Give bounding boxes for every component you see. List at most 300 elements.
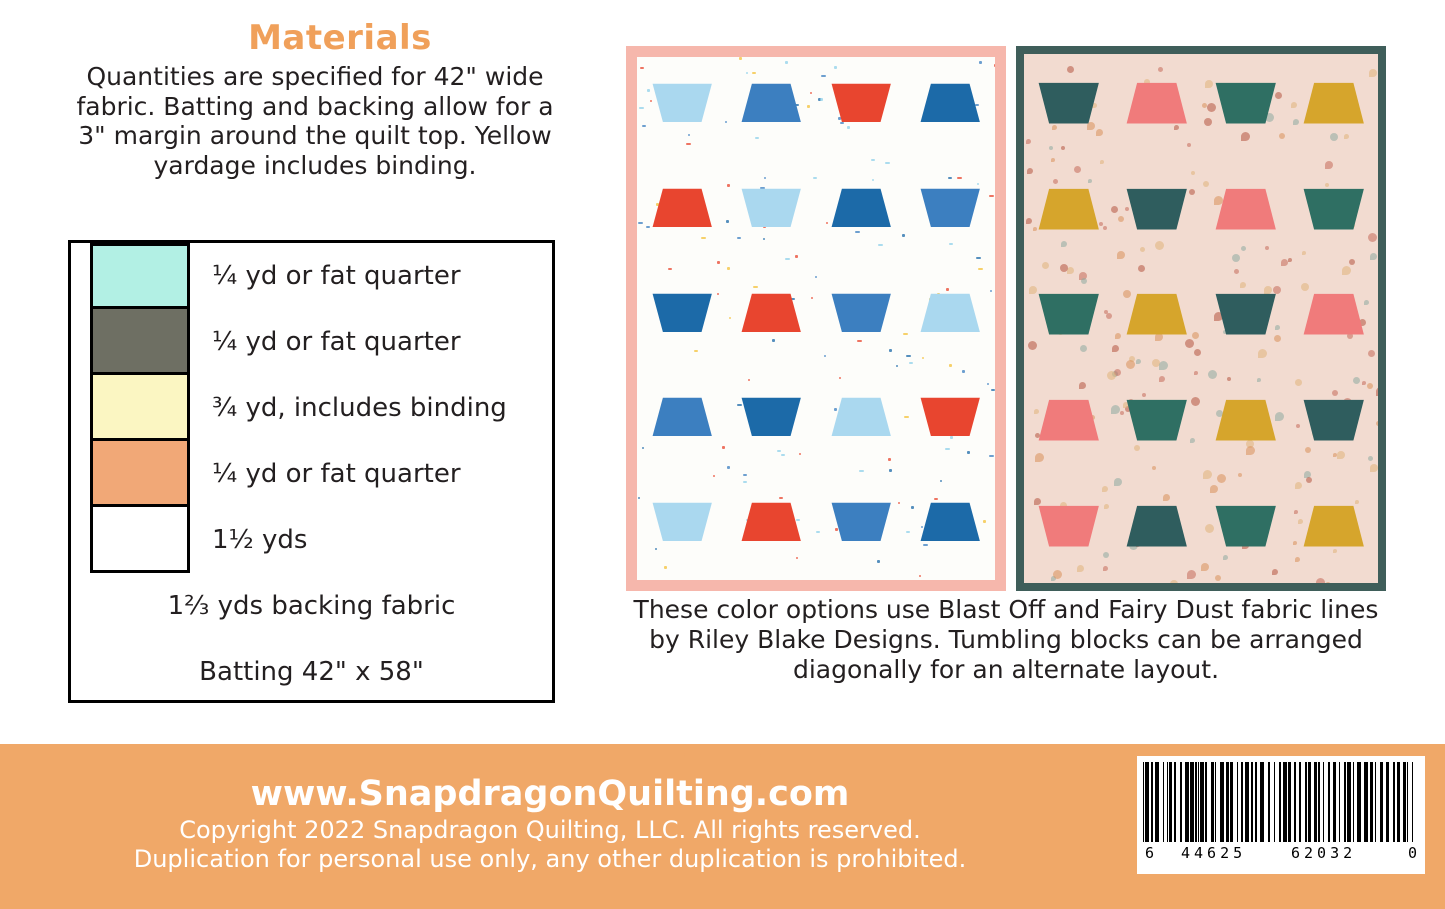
quilt-block: [1036, 293, 1101, 335]
fabric-motif: [1316, 578, 1325, 587]
fabric-motif: [1288, 258, 1292, 262]
quilt-preview-blast-off: [626, 46, 1006, 591]
fabric-motif: [1238, 473, 1242, 477]
fabric-motif: [1026, 139, 1031, 144]
fabric-speckle: [847, 126, 850, 129]
fabric-motif: [1234, 269, 1239, 274]
barcode-bar: [1375, 762, 1376, 842]
fabric-motif: [1378, 329, 1383, 334]
fabric-speckle: [729, 317, 731, 319]
barcode-bar: [1308, 762, 1311, 842]
fabric-motif: [1053, 570, 1062, 579]
fabric-speckle: [948, 177, 952, 179]
barcode-bar: [1255, 762, 1257, 842]
barcode: [1137, 756, 1425, 874]
fabric-motif: [1306, 477, 1312, 483]
fabric-speckle: [898, 502, 900, 504]
quilt-block: [918, 188, 982, 228]
quilt-block: [829, 293, 893, 333]
fabric-speckle: [779, 497, 783, 499]
fabric-motif: [1295, 557, 1300, 562]
barcode-bar: [1314, 762, 1317, 842]
fabric-motif: [1061, 146, 1065, 150]
barcode-bars: [1143, 762, 1419, 842]
fabric-motif: [1080, 345, 1087, 352]
fabric-speckle: [889, 349, 892, 352]
fabric-speckle: [686, 143, 691, 145]
fabric-motif: [1096, 129, 1103, 136]
barcode-bar: [1226, 762, 1229, 842]
barcode-bar: [1211, 762, 1214, 842]
legend-label: 1⅔ yds backing fabric: [167, 591, 456, 621]
fabric-speckle: [668, 268, 672, 270]
quilt-block: [739, 188, 803, 228]
barcode-bar: [1195, 762, 1197, 842]
fabric-speckle: [978, 268, 983, 270]
fabric-speckle: [923, 544, 928, 546]
legend-label: ¼ yd or fat quarter: [212, 261, 461, 291]
fabric-motif: [1203, 181, 1209, 187]
fabric-speckle: [642, 125, 646, 127]
fabric-speckle: [994, 64, 997, 67]
quilt-block: [1301, 82, 1366, 124]
quilt-block: [1213, 399, 1278, 441]
fabric-motif: [1272, 569, 1278, 575]
fabric-motif: [1257, 378, 1261, 382]
fabric-motif: [1106, 313, 1112, 319]
fabric-speckle: [990, 290, 992, 292]
quilt-block: [829, 397, 893, 437]
fabric-speckle: [810, 92, 812, 94]
fabric-motif: [1067, 66, 1074, 73]
quilt-block: [1036, 82, 1101, 124]
fabric-motif: [1227, 377, 1231, 381]
barcode-bar: [1305, 762, 1307, 842]
fabric-speckle: [859, 470, 864, 472]
barcode-bar: [1245, 762, 1249, 842]
barcode-bar: [1151, 762, 1153, 842]
quilt-block: [1301, 188, 1366, 230]
fabric-speckle: [987, 383, 989, 385]
legend-row: [71, 375, 552, 441]
barcode-bar: [1205, 762, 1207, 842]
quilt-block: [1301, 399, 1366, 441]
fabric-motif: [1067, 267, 1074, 274]
fabric-motif: [1217, 474, 1226, 483]
barcode-bar: [1163, 762, 1164, 842]
barcode-bar: [1407, 762, 1408, 842]
fabric-motif: [1118, 216, 1124, 222]
legend-label: 1½ yds: [212, 525, 308, 555]
barcode-bar: [1364, 762, 1368, 842]
fabric-motif: [1274, 335, 1281, 342]
fabric-motif: [1305, 447, 1311, 453]
fabric-motif: [1103, 566, 1108, 571]
fabric-motif: [1355, 500, 1359, 504]
fabric-motif: [1136, 359, 1141, 364]
fabric-speckle: [722, 446, 725, 449]
barcode-bar: [1174, 762, 1176, 842]
fabric-motif: [1027, 168, 1033, 174]
fabric-speckle: [989, 455, 994, 457]
quilt-block: [829, 83, 893, 123]
fabric-speckle: [885, 162, 890, 164]
barcode-bar: [1169, 762, 1172, 842]
barcode-bar: [1200, 762, 1204, 842]
fabric-motif: [1210, 485, 1218, 493]
fabric-speckle: [821, 75, 826, 77]
fabric-motif: [1295, 379, 1302, 386]
fabric-swatch: [90, 441, 190, 507]
fabric-motif: [1103, 552, 1109, 558]
fabric-motif: [1281, 259, 1288, 266]
fabric-speckle: [781, 454, 785, 456]
fabric-speckle: [940, 480, 942, 482]
fabric-speckle: [989, 195, 994, 197]
fabric-motif: [1112, 345, 1119, 352]
fabric-motif: [1232, 254, 1240, 262]
quilt-block: [829, 502, 893, 542]
fabric-speckle: [839, 377, 841, 379]
fabric-motif: [1204, 118, 1212, 126]
fabric-speckle: [717, 293, 719, 295]
fabric-motif: [1376, 387, 1385, 396]
fabric-motif: [1100, 160, 1104, 164]
barcode-bar: [1145, 762, 1149, 842]
fabric-speckle: [946, 288, 949, 291]
fabric-motif: [1190, 438, 1195, 443]
fabric-motif: [1240, 282, 1246, 288]
barcode-bar: [1339, 762, 1340, 842]
fabric-speckle: [909, 362, 913, 364]
fabric-swatch: [90, 309, 190, 375]
quilt-block: [650, 188, 714, 228]
fabric-speckle: [855, 231, 860, 233]
fabric-motif: [1293, 541, 1297, 545]
fabric-motif: [1279, 133, 1285, 139]
fabric-motif: [1294, 510, 1298, 514]
fabric-motif: [1215, 575, 1221, 581]
fabric-speckle: [813, 177, 817, 179]
legend-label: ¾ yd, includes binding: [212, 393, 507, 423]
quilt-block: [1036, 505, 1101, 547]
fabric-speckle: [807, 105, 810, 108]
fabric-motif: [1368, 350, 1375, 357]
fabric-motif: [1191, 171, 1195, 175]
barcode-digits: [1143, 842, 1419, 866]
fabric-motif: [1138, 265, 1145, 272]
fabric-motif: [1142, 393, 1146, 397]
fabric-speckle: [957, 177, 962, 179]
materials-intro-text: Quantities are specified for 42" wide fabric. Batting and backing allow for a 3" margin around the quilt top. Yellow yardage includes binding.: [76, 62, 554, 180]
fabric-motif: [1194, 371, 1198, 375]
fabric-motif: [1049, 146, 1053, 150]
fabric-motif: [1258, 349, 1267, 358]
barcode-bar: [1283, 762, 1287, 842]
fabric-speckle: [878, 244, 883, 246]
fabric-motif: [1107, 371, 1116, 380]
fabric-speckle: [772, 339, 775, 342]
fabric-speckle: [815, 276, 817, 278]
fabric-speckle: [877, 560, 880, 563]
fabric-motif: [1370, 464, 1378, 472]
fabric-motif: [1042, 262, 1049, 269]
fabric-speckle: [934, 498, 938, 500]
fabric-speckle: [655, 548, 657, 550]
barcode-bar: [1220, 762, 1224, 842]
fabric-motif: [1088, 179, 1092, 183]
fabric-motif: [1111, 206, 1118, 213]
fabric-motif: [1368, 456, 1373, 461]
fabric-swatch: [90, 507, 190, 573]
fabric-speckle: [726, 220, 729, 223]
fabric-motif: [1185, 339, 1194, 348]
fabric-speckle: [640, 67, 644, 69]
fabric-motif: [1061, 241, 1067, 247]
quilt-block: [1213, 188, 1278, 230]
quilt-block: [650, 83, 714, 123]
barcode-bar: [1318, 762, 1320, 842]
quilt-block: [1124, 505, 1189, 547]
barcode-bar: [1143, 762, 1144, 842]
fabric-motif: [1332, 390, 1338, 396]
fabric-motif: [1246, 446, 1255, 455]
fabric-speckle: [664, 566, 667, 569]
legend-label: Batting 42" x 58": [199, 657, 424, 687]
fabric-speckle: [811, 297, 813, 299]
website-url[interactable]: www.SnapdragonQuilting.com: [250, 774, 850, 814]
fabric-motif: [1035, 453, 1044, 462]
fabric-motif: [1117, 251, 1125, 259]
fabric-speckle: [638, 497, 640, 499]
barcode-bar: [1274, 762, 1275, 842]
fabric-speckle: [739, 57, 742, 60]
barcode-bar: [1251, 762, 1253, 842]
barcode-bar: [1190, 762, 1194, 842]
barcode-bar: [1412, 762, 1413, 842]
fabric-motif: [1325, 183, 1329, 187]
quilt-block: [1124, 399, 1189, 441]
fabric-motif: [1115, 333, 1121, 339]
fabric-speckle: [871, 159, 875, 161]
fabric-speckle: [799, 453, 801, 455]
fabric-motif: [1265, 246, 1269, 250]
quilt-block: [829, 188, 893, 228]
fabric-motif: [1367, 383, 1373, 389]
fabric-motif: [1053, 179, 1058, 184]
quilt-block: [918, 83, 982, 123]
duplication-line: Duplication for personal use only, any other duplication is prohibited.: [133, 845, 967, 874]
fabric-speckle: [701, 237, 706, 239]
barcode-bar: [1380, 762, 1383, 842]
fabric-speckle: [922, 357, 924, 359]
fabric-motif: [1028, 341, 1037, 350]
copyright-line: Copyright 2022 Snapdragon Quilting, LLC. All rights reserved.: [179, 816, 921, 844]
fabric-speckle: [746, 72, 748, 74]
fabric-motif: [1330, 133, 1338, 141]
barcode-bar: [1370, 762, 1373, 842]
fabric-motif: [1159, 361, 1168, 370]
fabric-speckle: [713, 475, 715, 477]
fabric-speckle: [911, 506, 914, 509]
quilt-block: [739, 502, 803, 542]
barcode-group-2: 62032: [1291, 844, 1357, 862]
quilt-block: [1036, 188, 1101, 230]
fabric-motif: [1337, 451, 1345, 459]
fabric-speckle: [991, 389, 995, 391]
fabric-motif: [1376, 421, 1381, 426]
fabric-speckle: [764, 177, 766, 179]
quilt-caption: These color options use Blast Off and Fairy Dust fabric lines by Riley Blake Designs. Tumbling blocks can be arranged diagonally for an alternate layout.: [633, 595, 1379, 684]
fabric-motif: [1034, 498, 1041, 505]
fabric-motif: [1194, 349, 1201, 356]
fabric-motif: [1296, 424, 1300, 428]
fabric-speckle: [977, 183, 979, 185]
fabric-motif: [1074, 166, 1081, 173]
fabric-speckle: [983, 520, 986, 523]
fabric-speckle: [737, 237, 741, 239]
fabric-motif: [1126, 360, 1135, 369]
fabric-motif: [1362, 381, 1366, 385]
footer: [0, 744, 1445, 909]
fabric-motif: [1353, 377, 1360, 384]
barcode-bar: [1279, 762, 1281, 842]
quilt-block: [1213, 505, 1278, 547]
fabric-speckle: [906, 531, 910, 533]
quilt-block: [650, 502, 714, 542]
fabric-speckle: [755, 137, 759, 139]
fabric-motif: [1301, 283, 1309, 291]
quilt-block: [739, 397, 803, 437]
barcode-bar: [1344, 762, 1346, 842]
fabric-speckle: [888, 458, 891, 461]
fabric-speckle: [763, 238, 765, 240]
fabric-speckle: [945, 448, 950, 450]
barcode-group-1: 44625: [1181, 844, 1247, 862]
fabric-swatch: [90, 243, 190, 309]
barcode-bar: [1357, 762, 1361, 842]
quilt-preview-fairy-dust: [1016, 46, 1386, 591]
quilt-block: [1124, 188, 1189, 230]
fabric-speckle: [896, 365, 898, 367]
fabric-speckle: [717, 261, 720, 264]
fabric-speckle: [752, 72, 756, 74]
fabric-speckle: [795, 255, 798, 258]
quilt-block: [650, 293, 714, 333]
fabric-motif: [1104, 504, 1109, 509]
legend-row: [71, 243, 552, 309]
fabric-motif: [1155, 241, 1164, 250]
barcode-bar: [1299, 762, 1301, 842]
fabric-legend-box: [68, 240, 555, 703]
fabric-motif: [1208, 370, 1217, 379]
fabric-motif: [1302, 251, 1306, 255]
fabric-speckle: [727, 184, 730, 187]
fabric-speckle: [889, 469, 892, 472]
footer-text-block: [0, 772, 1100, 875]
fabric-speckle: [872, 179, 874, 181]
legend-row: [71, 639, 552, 705]
quilt-block: [1124, 82, 1189, 124]
fabric-speckle: [979, 61, 982, 64]
fabric-motif: [1077, 565, 1084, 572]
barcode-bar: [1347, 762, 1351, 842]
fabric-motif: [1325, 582, 1331, 588]
fabric-speckle: [725, 121, 727, 123]
fabric-motif: [1060, 264, 1068, 272]
barcode-bar: [1353, 762, 1354, 842]
fabric-motif: [1114, 478, 1122, 486]
fabric-speckle: [976, 257, 981, 259]
page-title: Materials: [248, 18, 432, 58]
fabric-speckle: [743, 481, 747, 483]
barcode-bar: [1397, 762, 1400, 842]
fabric-speckle: [785, 258, 790, 260]
quilt-block: [650, 397, 714, 437]
fabric-speckle: [777, 450, 781, 452]
barcode-bar: [1167, 762, 1168, 842]
barcode-bar: [1237, 762, 1238, 842]
quilt-block: [918, 293, 982, 333]
fabric-speckle: [834, 66, 837, 69]
barcode-bar: [1241, 762, 1243, 842]
fabric-motif: [1103, 226, 1107, 230]
materials-section: [60, 18, 570, 180]
quilt-block: [739, 293, 803, 333]
fabric-motif: [1333, 453, 1337, 457]
fabric-motif: [1333, 549, 1337, 553]
barcode-bar: [1386, 762, 1389, 842]
barcode-bar: [1328, 762, 1330, 842]
barcode-bar: [1333, 762, 1336, 842]
fabric-motif: [1111, 405, 1120, 414]
fabric-motif: [1291, 102, 1297, 108]
barcode-bar: [1294, 762, 1296, 842]
fabric-motif: [1152, 466, 1156, 470]
legend-label: ¼ yd or fat quarter: [212, 327, 461, 357]
quilt-block: [1213, 293, 1278, 335]
fabric-speckle: [753, 286, 758, 288]
barcode-bar: [1155, 762, 1159, 842]
fabric-motif: [1192, 332, 1199, 339]
fabric-speckle: [962, 370, 965, 373]
fabric-speckle: [904, 416, 909, 418]
barcode-left-digit: 6: [1145, 844, 1155, 862]
fabric-speckle: [949, 364, 952, 367]
quilt-block: [1036, 399, 1101, 441]
fabric-motif: [1370, 253, 1377, 260]
barcode-bar: [1393, 762, 1395, 842]
barcode-bar: [1288, 762, 1291, 842]
barcode-bar: [1323, 762, 1324, 842]
barcode-bar: [1180, 762, 1182, 842]
fabric-speckle: [638, 222, 643, 224]
fabric-speckle: [748, 379, 750, 381]
fabric-motif: [1134, 445, 1140, 451]
legend-label: ¼ yd or fat quarter: [212, 459, 461, 489]
quilt-block: [918, 502, 982, 542]
quilt-block: [918, 397, 982, 437]
fabric-motif: [1293, 119, 1299, 125]
barcode-right-digit: 0: [1407, 844, 1417, 862]
fabric-motif: [1223, 555, 1228, 560]
fabric-motif: [1349, 259, 1355, 265]
fabric-motif: [1187, 570, 1196, 579]
legend-row: [71, 309, 552, 375]
fabric-speckle: [642, 447, 644, 449]
fabric-speckle: [688, 134, 690, 136]
fabric-speckle: [967, 451, 970, 454]
